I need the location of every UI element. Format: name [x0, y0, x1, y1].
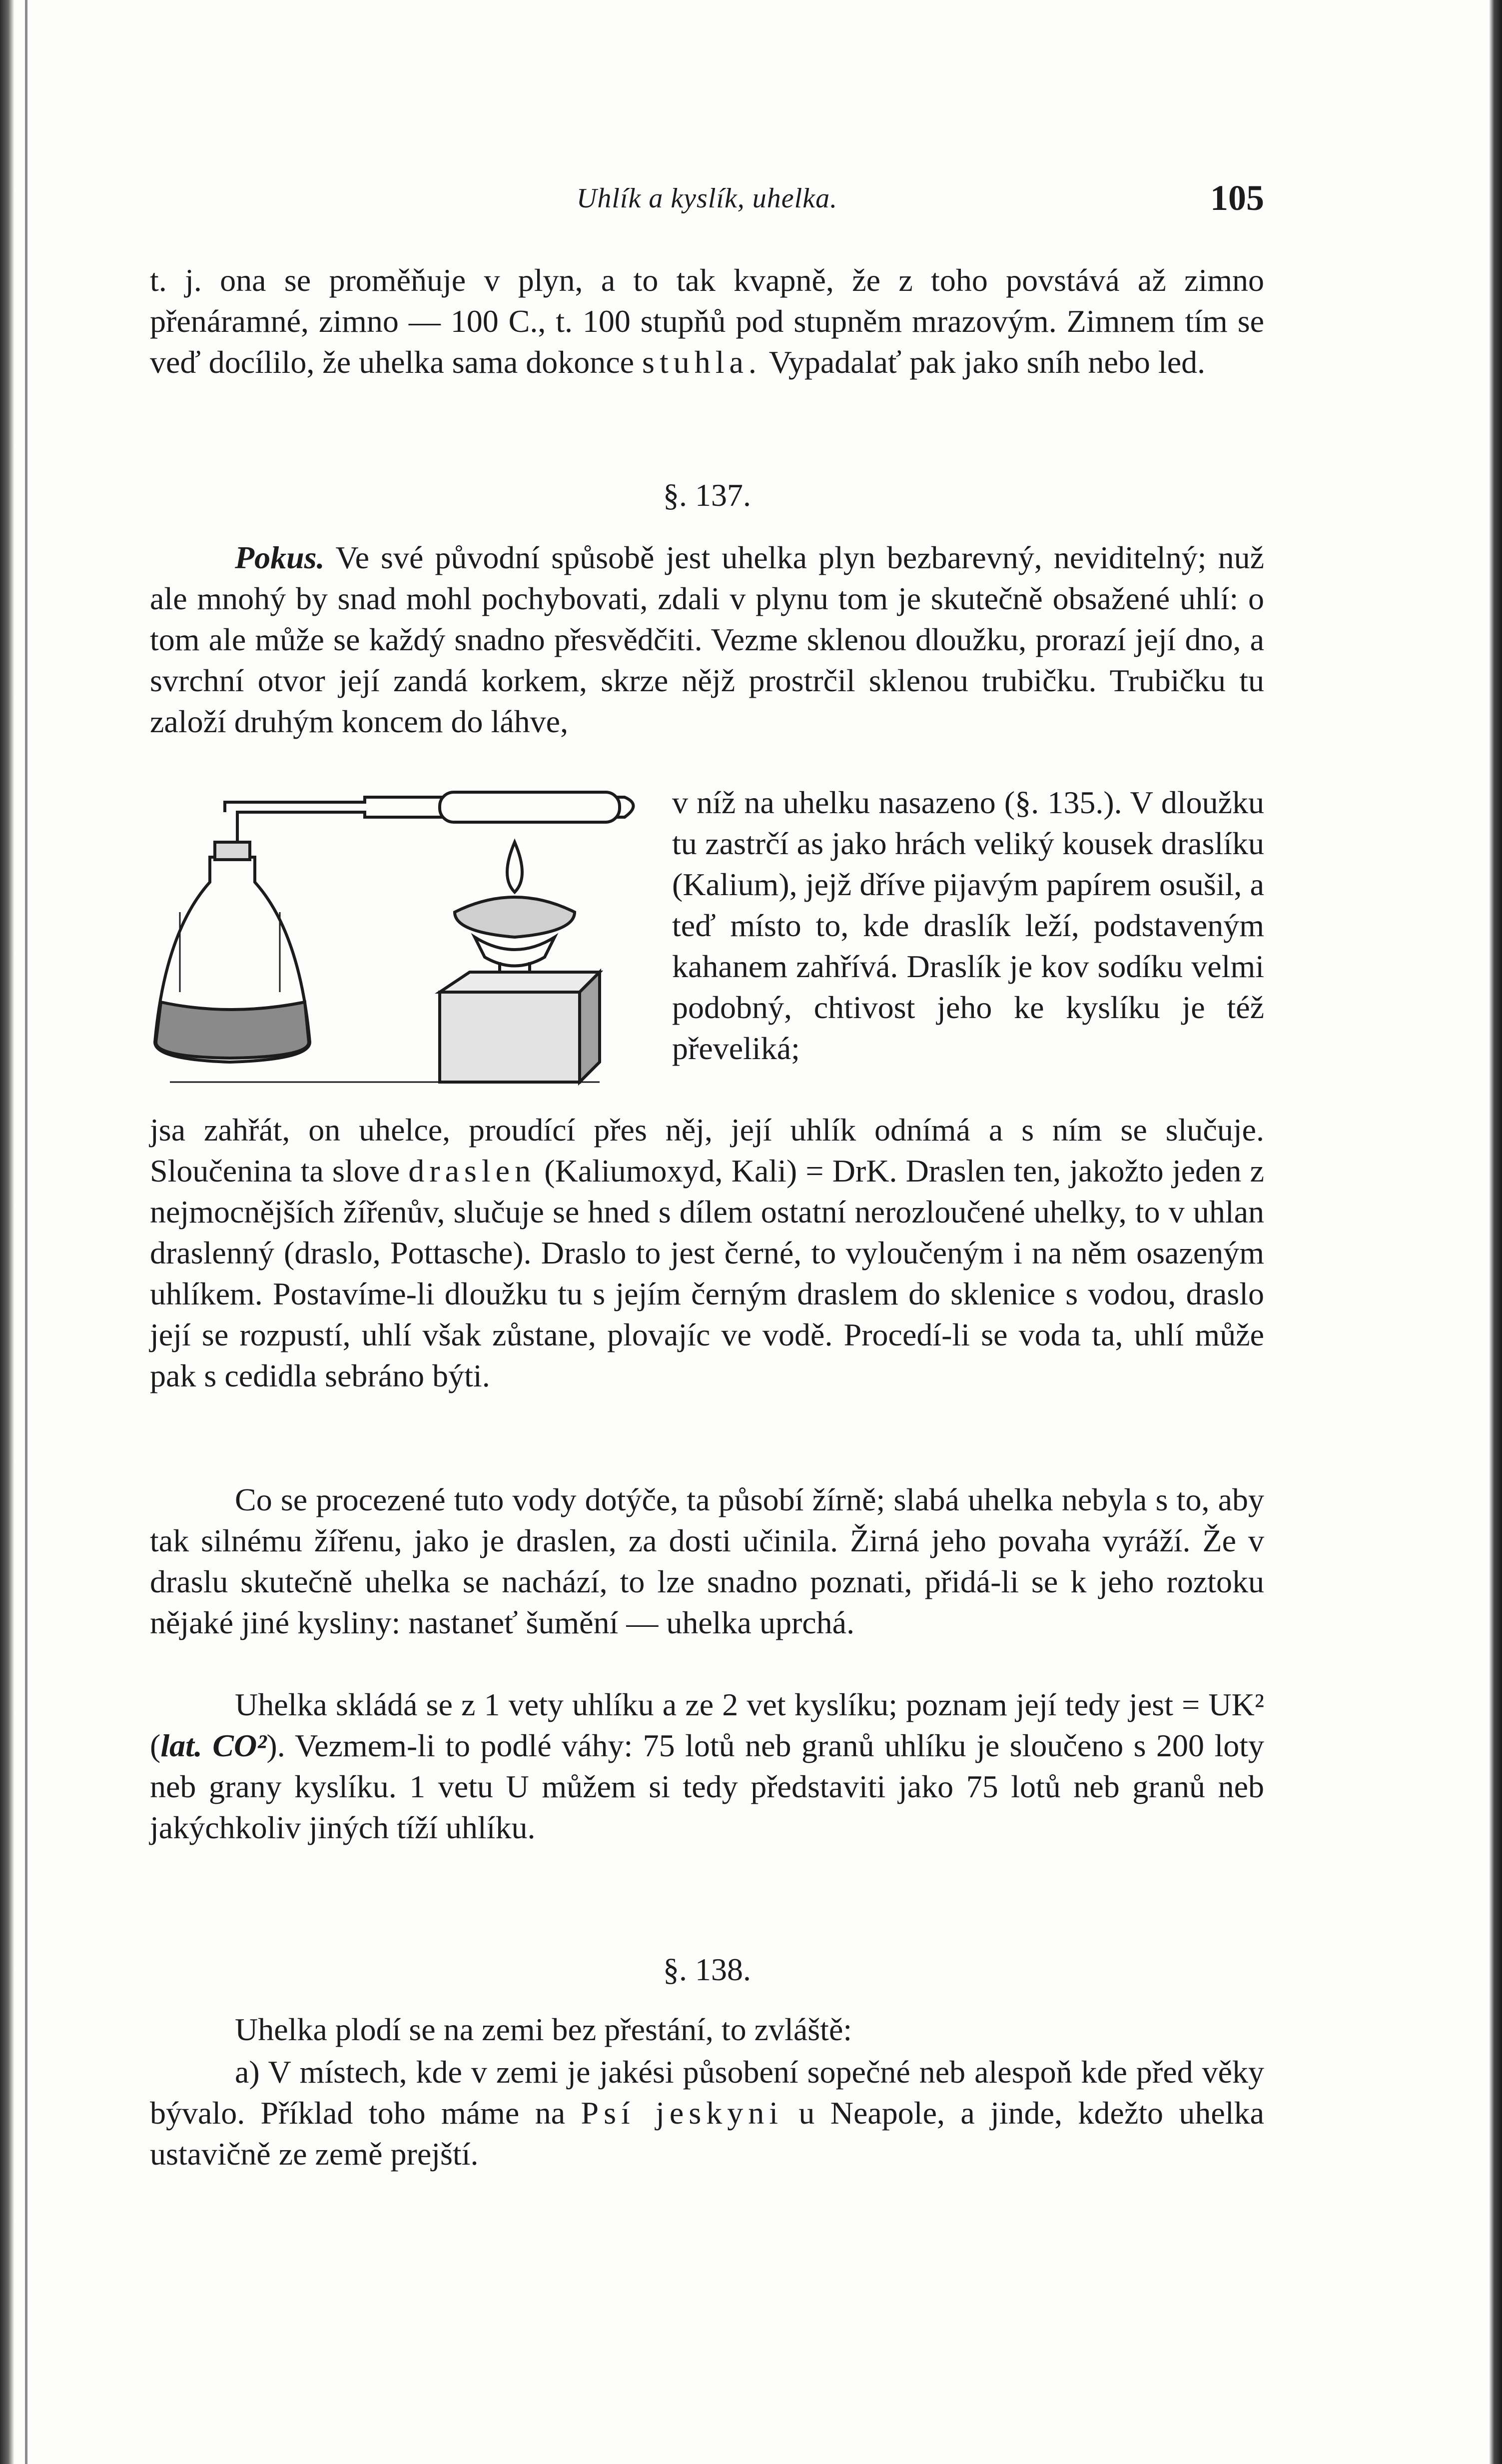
experiment-paragraph	[150, 537, 1264, 742]
paragraph-2: Pokus. Ve své původní spůsobě jest uhelka plyn bezbarevný, neviditelný; nuž ale mnohý by snad mohl pochybovati, zdali v plynu tom je skutečně obsažené uhlí: o tom ale může se každý snadno přesvědčiti. Vezme sklenou dloužku, prorazí její dno, a svrchní otvor její zandá korkem, skrze nějž prostrčil sklenou trubičku. Trubičku tu založí druhým koncem do láhve,	[150, 540, 1265, 739]
section-heading-137: §. 137.	[663, 477, 751, 513]
paragraph-5: Uhelka plodí se na zemi bez přestání, to zvláště:	[235, 2012, 852, 2047]
paragraph-2-side: v níž na uhelku nasazeno (§. 135.). V dloužku tu zastrčí as jako hrách veliký kousek draslíku (Kalium), jejž dříve pijavým papírem osušil, a teď místo to, kde draslík leží, podstaveným kahanem zahřívá. Draslík je kov sodíku velmi podobný, chtivost jeho ke kyslíku je též převeliká;	[672, 785, 1264, 1066]
section-heading-138: §. 138.	[663, 1952, 751, 1987]
binding-shadow-left	[0, 0, 14, 2464]
paragraph-4: Uhelka skládá se z 1 vety uhlíku a ze 2 vet kyslíku; poznam její tedy jest = UK² (lat. CO²). Vezmem-li to podlé váhy: 75 lotů neb granů uhlíku je sloučeno s 200 loty neb grany kyslíku. 1 vetu U můžem si tedy představiti jako 75 lotů neb granů neb jakýchkoliv jiných tíží uhlíku.	[150, 1687, 1265, 1845]
page-number: 105	[1210, 178, 1264, 218]
section-138	[150, 1949, 1264, 1990]
paragraph-6-block	[150, 2052, 1264, 2175]
section-137	[150, 475, 1264, 516]
side-paragraph	[672, 782, 1264, 1069]
paragraph-continuation	[150, 260, 1264, 383]
paragraph-3-block	[150, 1479, 1264, 1643]
paragraph-2-continued	[150, 1110, 1264, 1396]
page-header	[150, 178, 1264, 222]
paragraph-4-block	[150, 1684, 1264, 1848]
paragraph-6: a) V místech, kde v zemi je jakési působení sopečné neb alespoň kde před věky bývalo. Příklad toho máme na Psí jeskyni u Neapole, a jinde, kdežto uhelka ustavičně ze země prejští.	[150, 2054, 1265, 2172]
paragraph-2-cont: jsa zahřát, on uhelce, proudící přes něj, její uhlík odnímá a s ním se slučuje. Sloučenina ta slove draslen (Kaliumoxyd, Kali) = DrK. Draslen ten, jakožto jeden z nejmocnějších žířenův, slučuje se hned s dílem ostatní nerozloučené uhelky, to v uhlan draslenný (draslo, Pottasche). Draslo to jest černé, to vyloučeným i na něm osazeným uhlíkem. Postavíme-li dloužku tu s jejím černým draslem do sklenice s vodou, draslo její se rozpustí, uhlí však zůstane, plovajíc ve vodě. Procedí-li se voda ta, uhlí může pak s cedidla sebráno býti.	[150, 1112, 1265, 1393]
apparatus-illustration	[150, 782, 650, 1092]
paragraph-3: Co se procezené tuto vody dotýče, ta působí žírně; slabá uhelka nebyla s to, aby tak silnému žířenu, jako je draslen, za dosti učinila. Žirná jeho povaha vyráží. Že v draslu skutečně uhelka se nachází, to lze snadno poznati, přidá-li se k jeho roztoku nějaké jiné kysliny: nastaneť šumění — uhelka uprchá.	[150, 1482, 1264, 1640]
paragraph-1: t. j. ona se proměňuje v plyn, a to tak kvapně, že z toho povstává až zimno přenáramné, zimno — 100 C., t. 100 stupňů pod stupněm mrazovým. Zimnem tím se veď docílilo, že uhelka sama dokonce stuhla. Vypadalať pak jako sníh nebo led.	[150, 262, 1264, 380]
paragraph-5-block	[150, 2009, 1264, 2050]
binding-line	[25, 0, 27, 2464]
pokus-label: Pokus.	[235, 540, 325, 575]
latin-formula: lat. CO²	[160, 1728, 267, 1763]
binding-shadow-right	[1489, 0, 1502, 2464]
running-title: Uhlík a kyslík, uhelka.	[576, 183, 838, 214]
